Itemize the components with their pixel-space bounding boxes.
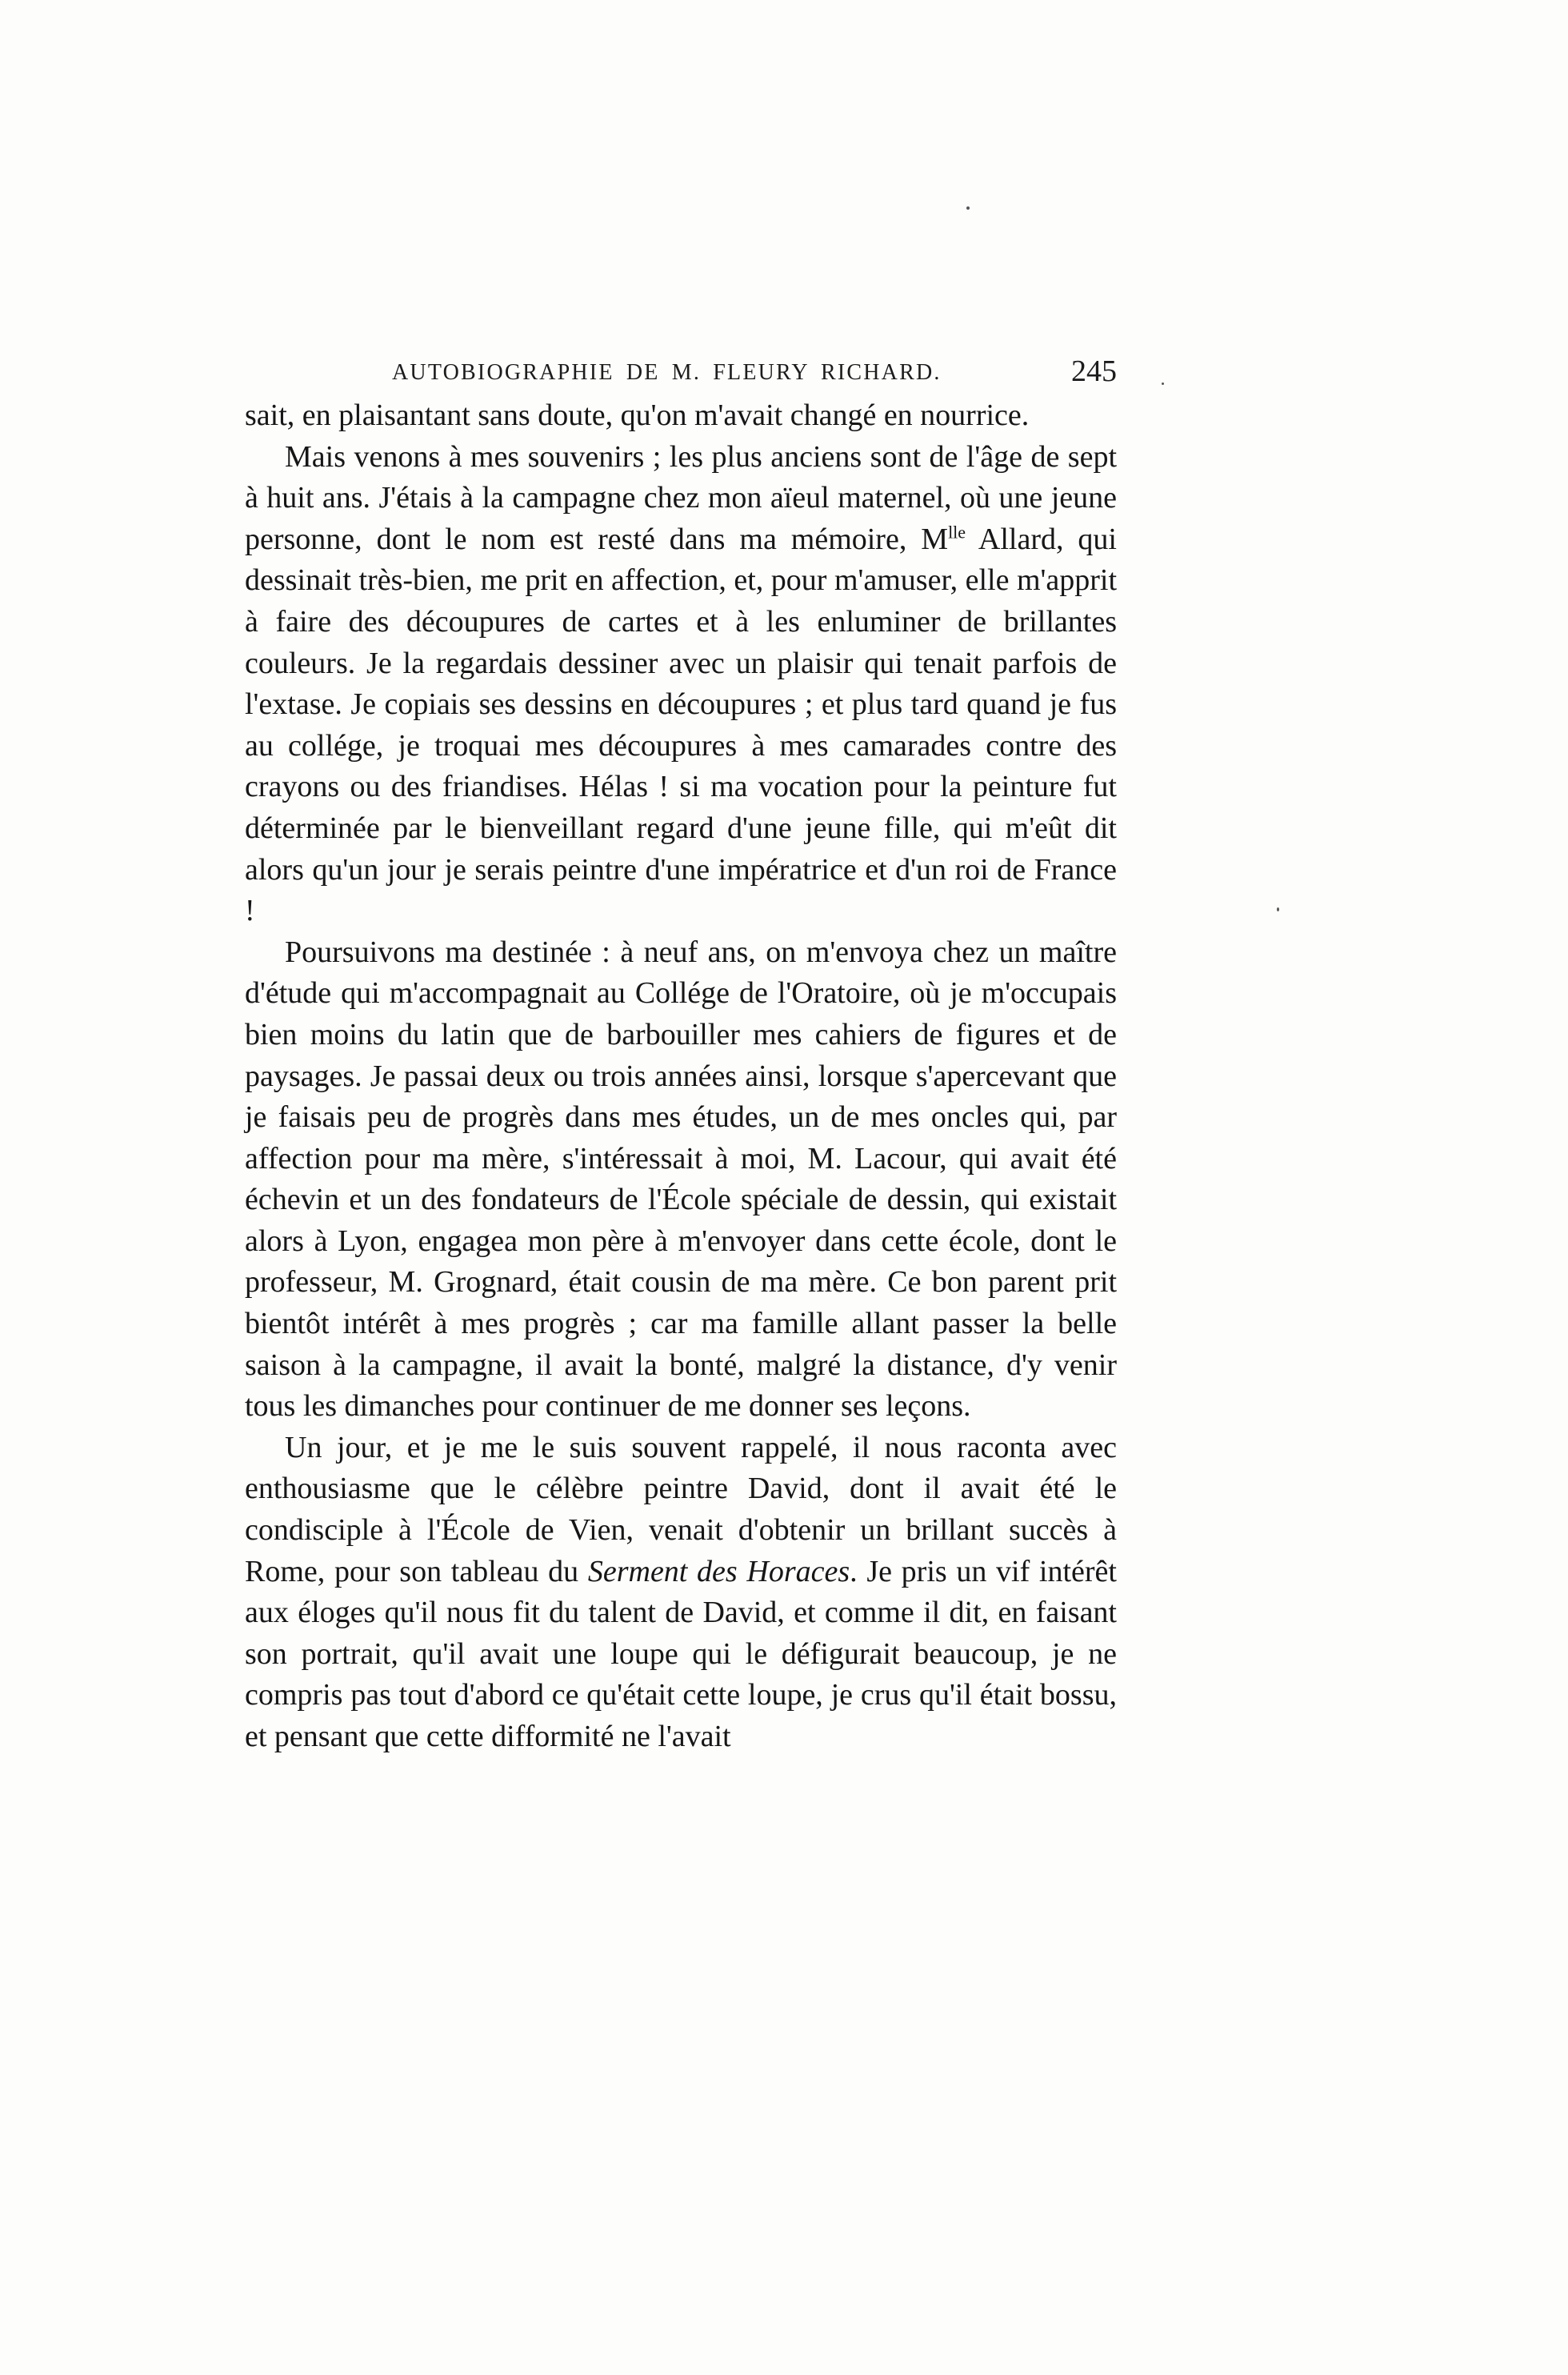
body-text	[245, 395, 1117, 1758]
running-title: AUTOBIOGRAPHIE DE M. FLEURY RICHARD.	[392, 360, 942, 385]
paragraph-3	[245, 932, 1117, 1428]
paragraph-1-text: sait, en plaisantant sans doute, qu'on m'avait changé en nourrice.	[245, 399, 1030, 432]
paragraph-2	[245, 437, 1117, 932]
page-number: 245	[1071, 354, 1117, 388]
paragraph-1	[245, 395, 1117, 437]
paragraph-4	[245, 1428, 1117, 1758]
paragraph-3-text: Poursuivons ma destinée : à neuf ans, on m'envoya chez un maître d'étude qui m'accompagnait au Collége de l'Oratoire, où je m'occupais bien moins du latin que de barbouiller mes cahiers de figures et de paysages. Je passai deux ou trois années ainsi, lorsque s'apercevant que je faisais peu de progrès dans mes études, un de mes oncles qui, par affection pour ma mère, s'intéressait à moi, M. Lacour, qui avait été échevin et un des fondateurs de l'École spéciale de dessin, qui existait alors à Lyon, engagea mon père à m'envoyer dans cette école, dont le professeur, M. Grognard, était cousin de ma mère. Ce bon parent prit bientôt intérêt à mes progrès ; car ma famille allant passer la belle saison à la campagne, il avait la bonté, malgré la distance, d'y venir tous les dimanches pour continuer de me donner ses leçons.	[245, 935, 1117, 1424]
running-head	[245, 354, 1117, 392]
paragraph-4-text-a: Un jour, et je me le suis souvent rappelé, il nous raconta avec enthousiasme que le célèbre peintre David, dont il avait été le condisciple à l'École de Vien, venait d'obtenir un brillant succès à Rome, pour son tableau du	[245, 1430, 1117, 1588]
paper-speck	[1162, 382, 1164, 385]
paragraph-2-text-a: Mais venons à mes souvenirs ; les plus anciens sont de l'âge de sept à huit ans. J'étais à la campagne chez mon aïeul maternel, où une jeune personne, dont le nom est resté dans ma mémoire, M	[245, 439, 1117, 556]
superscript-lle: lle	[948, 522, 966, 543]
paper-speck	[1277, 907, 1279, 911]
painting-title: Serment des Horaces	[587, 1554, 850, 1588]
paper-speck	[966, 206, 970, 210]
paragraph-4-text-b: . Je pris un vif intérêt aux éloges qu'il nous fit du talent de David, et comme il dit, en faisant son portrait, qu'il avait une loupe qui le défigurait beaucoup, je ne compris pas tout d'abord ce qu'était cette loupe, je crus qu'il était bossu, et pensant que cette difformité ne l'avait	[245, 1554, 1117, 1753]
paragraph-2-text-b: Allard, qui dessinait très-bien, me prit en affection, et, pour m'amuser, elle m'apprit à faire des découpures de cartes et à les enluminer de brillantes couleurs. Je la regardais dessiner avec un plaisir qui tenait parfois de l'extase. Je copiais ses dessins en découpures ; et plus tard quand je fus au collége, je troquai mes découpures à mes camarades contre des crayons ou des friandises. Hélas ! si ma vocation pour la peinture fut déterminée par le bienveillant regard d'une jeune fille, qui m'eût dit alors qu'un jour je serais peintre d'une impératrice et d'un roi de France !	[245, 522, 1117, 928]
